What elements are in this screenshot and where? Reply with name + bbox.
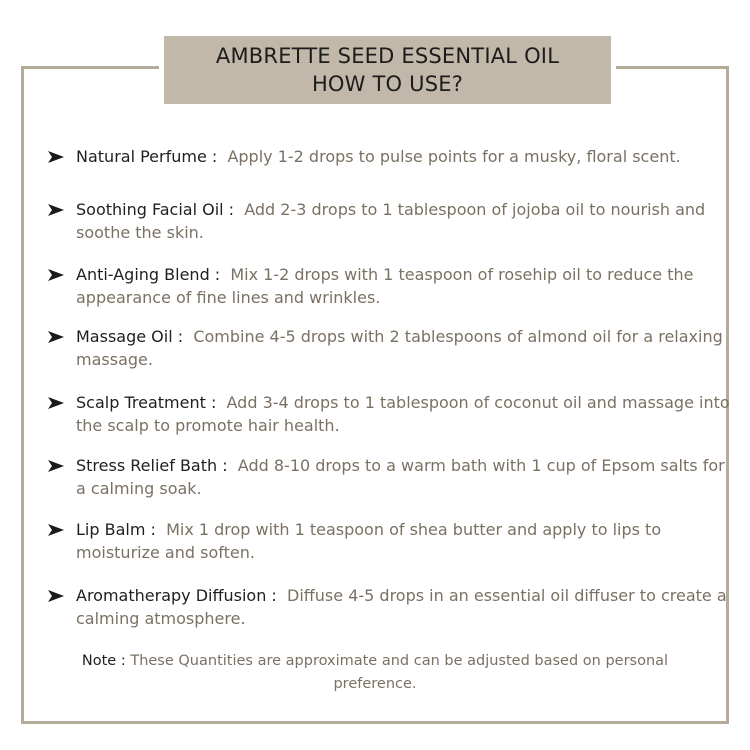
- usage-item-label: Lip Balm :: [76, 520, 156, 539]
- arrowhead-bullet-icon: [48, 198, 66, 221]
- usage-item-label: Stress Relief Bath :: [76, 456, 228, 475]
- usage-item-label: Aromatherapy Diffusion :: [76, 586, 277, 605]
- usage-item-text: Add 8-10 drops to a warm bath with 1 cup of Epsom salts for a calming soak.: [76, 456, 725, 498]
- usage-item-text: Diffuse 4-5 drops in an essential oil diffuser to create a calming atmosphere.: [76, 586, 727, 628]
- note-text: These Quantities are approximate and can be adjusted based on personal preference.: [130, 653, 669, 692]
- arrowhead-bullet-icon: [48, 454, 66, 477]
- usage-item-text: Add 3-4 drops to 1 tablespoon of coconut oil and massage into the scalp to promote hair health.: [76, 393, 730, 435]
- usage-item-label: Soothing Facial Oil :: [76, 200, 235, 219]
- usage-item-label: Massage Oil :: [76, 327, 184, 346]
- usage-item-label: Scalp Treatment :: [76, 393, 217, 412]
- arrowhead-bullet-icon: [48, 584, 66, 607]
- usage-item-text: Combine 4-5 drops with 2 tablespoons of almond oil for a relaxing massage.: [76, 327, 723, 369]
- usage-item-label: Anti-Aging Blend :: [76, 265, 221, 284]
- usage-item-lip-balm: [48, 518, 738, 564]
- title-banner: [159, 31, 616, 109]
- arrowhead-bullet-icon: [48, 391, 66, 414]
- usage-item-text: Mix 1 drop with 1 teaspoon of shea butter and apply to lips to moisturize and soften.: [76, 520, 662, 562]
- usage-item-label: Natural Perfume :: [76, 147, 218, 166]
- arrowhead-bullet-icon: [48, 145, 66, 168]
- usage-item-stress-relief-bath: [48, 454, 738, 500]
- usage-item-aromatherapy-diffusion: [48, 584, 738, 630]
- title-line-2: HOW TO USE?: [311, 72, 464, 96]
- usage-item-text: Add 2-3 drops to 1 tablespoon of jojoba oil to nourish and soothe the skin.: [76, 200, 706, 242]
- arrowhead-bullet-icon: [48, 518, 66, 541]
- title-line-1: AMBRETTE SEED ESSENTIAL OIL: [215, 44, 560, 68]
- usage-item-massage-oil: [48, 325, 738, 371]
- usage-item-anti-aging-blend: [48, 263, 738, 309]
- note-label: Note :: [81, 653, 126, 669]
- usage-item-scalp-treatment: [48, 391, 738, 437]
- usage-item-soothing-facial-oil: [48, 198, 738, 244]
- footnote: [80, 650, 670, 696]
- arrowhead-bullet-icon: [48, 325, 66, 348]
- usage-item-text: Apply 1-2 drops to pulse points for a musky, floral scent.: [227, 147, 681, 166]
- arrowhead-bullet-icon: [48, 263, 66, 286]
- usage-item-text: Mix 1-2 drops with 1 teaspoon of rosehip oil to reduce the appearance of fine lines and wrinkles.: [76, 265, 694, 307]
- usage-item-natural-perfume: [48, 145, 738, 168]
